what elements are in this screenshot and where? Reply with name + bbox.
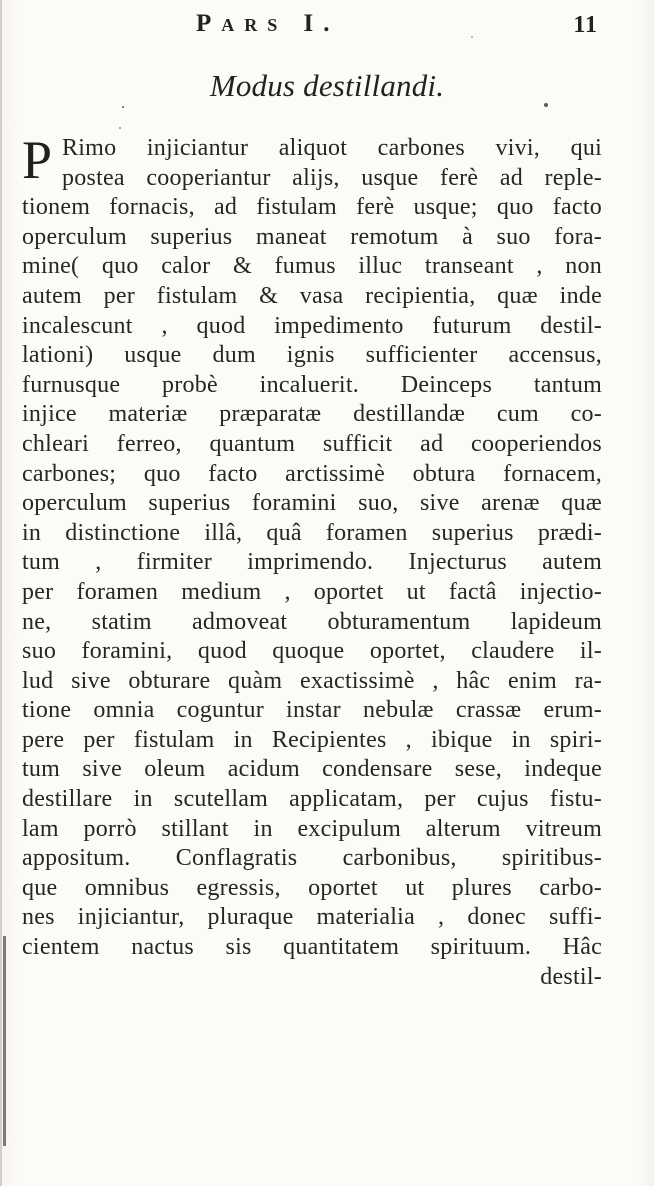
text-line: operculum superius foramini suo, sive arenæ quæ bbox=[22, 490, 602, 517]
text-line: suo foramini, quod quoque oportet, claudere il- bbox=[22, 638, 602, 665]
text-line: appositum. Conflagratis carbonibus, spiritibus- bbox=[22, 845, 602, 872]
text-line: destillare in scutellam applicatam, per cujus fistu- bbox=[22, 786, 602, 813]
text-line: incalescunt , quod impedimento futurum destil- bbox=[22, 312, 602, 339]
text-line: lationi) usque dum ignis sufficienter accensus, bbox=[22, 342, 602, 369]
text-line: autem per fistulam & vasa recipientia, quæ inde bbox=[22, 282, 602, 309]
text-line: postea cooperiantur alijs, usque ferè ad reple- bbox=[62, 164, 602, 191]
text-line: ne, statim admoveat obturamentum lapideum bbox=[22, 608, 602, 635]
ink-speck bbox=[471, 36, 473, 38]
ink-speck bbox=[544, 103, 548, 107]
page-gutter bbox=[0, 0, 2, 1186]
ink-speck bbox=[122, 106, 124, 108]
page-edge-shadow bbox=[3, 936, 6, 1146]
text-line: furnusque probè incaluerit. Deinceps tantum bbox=[22, 371, 602, 398]
text-line: operculum superius maneat remotum à suo fora- bbox=[22, 223, 602, 250]
ink-speck bbox=[119, 127, 121, 129]
text-line: Rimo injiciantur aliquot carbones vivi, qui bbox=[62, 135, 602, 161]
text-line: que omnibus egressis, oportet ut plures carbo- bbox=[22, 874, 602, 901]
main-text-block bbox=[22, 130, 602, 992]
text-line: chleari ferreo, quantum sufficit ad cooperiendos bbox=[22, 430, 602, 457]
text-line: injice materiæ præparatæ destillandæ cum co- bbox=[22, 401, 602, 428]
text-line: tum , firmiter imprimendo. Injecturus autem bbox=[22, 549, 602, 576]
text-line: carbones; quo facto arctissimè obtura fornacem, bbox=[22, 460, 602, 487]
text-line: lam porrò stillant in excipulum alterum vitreum bbox=[22, 815, 602, 842]
text-line: tum sive oleum acidum condensare sese, indeque bbox=[22, 756, 602, 783]
opening-lines bbox=[62, 134, 602, 193]
text-line: nes injiciantur, pluraque materialia , donec suffi- bbox=[22, 904, 602, 931]
text-line: tione omnia coguntur instar nebulæ crassæ erum- bbox=[22, 697, 602, 724]
text-line: tionem fornacis, ad fistulam ferè usque; quo facto bbox=[22, 194, 602, 221]
text-line: lud sive obturare quàm exactissimè , hâc enim ra- bbox=[22, 667, 602, 694]
drop-cap: P bbox=[22, 130, 53, 190]
section-title: Modus destillandi. bbox=[209, 68, 445, 103]
text-line: pere per fistulam in Recipientes , ibique in spiri- bbox=[22, 726, 602, 753]
catchword: destil- bbox=[540, 963, 602, 990]
text-line: cientem nactus sis quantitatem spirituum. Hâc bbox=[22, 934, 602, 961]
text-line: in distinctione illâ, quâ foramen superius prædi- bbox=[22, 519, 602, 546]
page-number: 11 bbox=[573, 12, 598, 38]
page-header bbox=[0, 10, 654, 50]
text-line: mine( quo calor & fumus illuc transeant , non bbox=[22, 253, 602, 280]
text-line: per foramen medium , oportet ut factâ injectio- bbox=[22, 578, 602, 605]
running-head: Pars I. bbox=[196, 10, 340, 37]
